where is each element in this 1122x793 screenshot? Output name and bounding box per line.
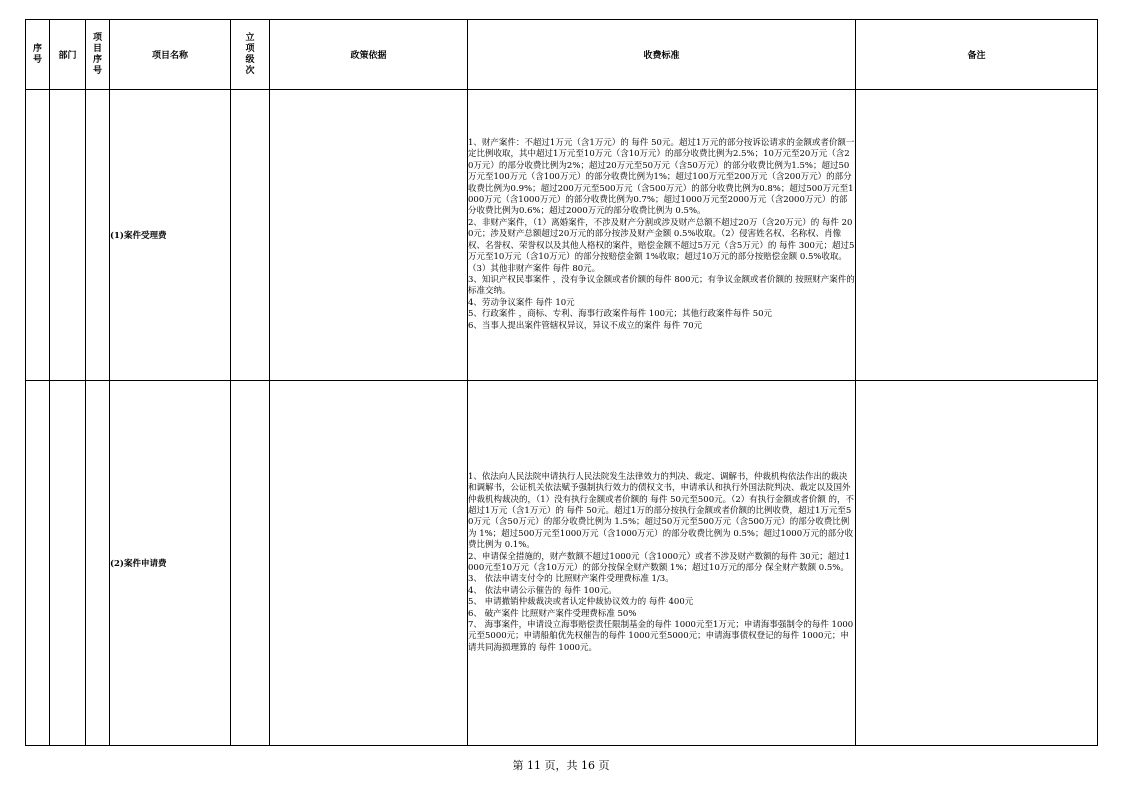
cell-policy — [270, 381, 468, 746]
header-row — [26, 20, 1098, 90]
fee-line: 1、财产案件：不超过1万元（含1万元）的 每件 50元。超过1万元的部分按诉讼请求的金额或者价额一定比例收取，其中超过1万元至10万元（含10万元）的部分收费比例为2.5%；10万元至20万元（含20万元）的部分收费比例为2%；超过20万元至50万元（含50万元）的部分收费比例为1.5%；超过50万元至100万元（含100万元）的部分收费比例为1%；超过100万元至200万元（含200万元）的部分收费比例为0.9%；超过200万元至500万元（含500万元）的部分收费比例为0.8%；超过500万元至1000万元（含1000万元）的部分收费比例为0.7%；超过1000万元至2000万元（含2000万元）的部分收费比例为0.6%；超过2000万元的部分收费比例为 0.5%。 — [468, 138, 855, 217]
cell-dept — [50, 381, 86, 746]
header-item-name: 项目名称 — [110, 20, 231, 90]
header-remark: 备注 — [856, 20, 1098, 90]
header-item-seq: 项 目 序 号 — [86, 20, 110, 90]
table-row — [26, 381, 1098, 746]
cell-seq — [26, 90, 50, 381]
table-row — [26, 90, 1098, 381]
fee-table — [25, 19, 1098, 746]
fee-line: 3、知识产权民事案件 ，没有争议金额或者价额的每件 800元；有争议金额或者价额的 按照财产案件的标准交纳。 — [468, 274, 855, 297]
header-level: 立 项 级 次 — [231, 20, 270, 90]
fee-line: 4、 依法申请公示催告的 每件 100元。 — [468, 585, 617, 596]
fee-line: 3、 依法申请支付令的 比照财产案件受理费标准 1/3。 — [468, 574, 674, 585]
header-standard: 收费标准 — [468, 20, 856, 90]
fee-line: 5、 申请撤销仲裁裁决或者认定仲裁协议效力的 每件 400元 — [468, 597, 694, 608]
header-policy: 政策依据 — [270, 20, 468, 90]
page-footer: 第 11 页，共 16 页 — [512, 759, 610, 772]
cell-item-name: (2)案件申请费 — [110, 381, 231, 746]
fee-line: 5、行政案件 ，商标、专利、海事行政案件每件 100元；其他行政案件每件 50元 — [468, 309, 773, 320]
cell-level — [231, 381, 270, 746]
fee-line: 6、当事人提出案件管辖权异议，异议不成立的案件 每件 70元 — [468, 320, 703, 331]
fee-line: 2、申请保全措施的，财产数额不超过1000元（含1000元）或者不涉及财产数额的每件 30元；超过1000元至10万元（含10万元）的部分按保全财产数额 1%；超过10万元的部分 保全财产数额 0.5%。 — [468, 551, 851, 573]
cell-standard — [468, 381, 856, 746]
cell-item-seq — [86, 90, 110, 381]
cell-seq — [26, 381, 50, 746]
fee-line: （3）其他非财产案件 每件 80元。 — [468, 263, 601, 274]
cell-item-name: (1)案件受理费 — [110, 90, 231, 381]
cell-dept — [50, 90, 86, 381]
cell-item-seq — [86, 381, 110, 746]
fee-line: 4、劳动争议案件 每件 10元 — [468, 297, 575, 308]
cell-policy — [270, 90, 468, 381]
header-seq: 序 号 — [26, 20, 50, 90]
fee-line: 1、依法向人民法院申请执行人民法院发生法律效力的判决、裁定、调解书，仲裁机构依法作出的裁决和调解书，公证机关依法赋予强制执行效力的债权文书，申请承认和执行外国法院判决、裁定以及国外仲裁机构裁决的，（1）没有执行金额或者价额的 每件 50元至500元。（2）有执行金额或者价额 的，不超过1万元（含1万元）的 每件 50元。超过1万的部分按执行金额或者价额的比例收费，超过1万元至50万元（含50万元）的部分收费比例为 1.5%；超过50万元至500万元（含500万元）的部分收费比例为 1%；超过500万元至1000万元（含1000万元）的部分收费比例为 0.5%；超过1000万元的部分收费比例为 0.1%。 — [468, 471, 854, 551]
fee-line: 2、非财产案件，（1）离婚案件，不涉及财产分割或涉及财产总额不超过20万（含20万元）的 每件 200元；涉及财产总额超过20万元的部分按涉及财产金额 0.5%收取。（2）侵害姓名权、名称权、肖像权、名誉权、荣誉权以及其他人格权的案件，赔偿金额不超过5万元（含5万元）的 每件 300元；超过5万元至10万元（含10万元）的部分按赔偿金额 1%收取；超过10万元的部分按赔偿金额 0.5%收取。 — [468, 217, 855, 263]
cell-remark — [856, 90, 1098, 381]
fee-line: 7、 海事案件，申请设立海事赔偿责任限制基金的每件 1000元至1万元；申请海事强制令的每件 1000元至5000元；申请船舶优先权催告的每件 1000元至5000元；申请海事债权登记的每件 1000元；申请共同海损理算的 每件 1000元。 — [468, 620, 854, 653]
cell-level — [231, 90, 270, 381]
header-dept: 部门 — [50, 20, 86, 90]
fee-line: 6、 破产案件 比照财产案件受理费标准 50% — [468, 608, 637, 619]
cell-standard — [468, 90, 856, 381]
cell-remark — [856, 381, 1098, 746]
